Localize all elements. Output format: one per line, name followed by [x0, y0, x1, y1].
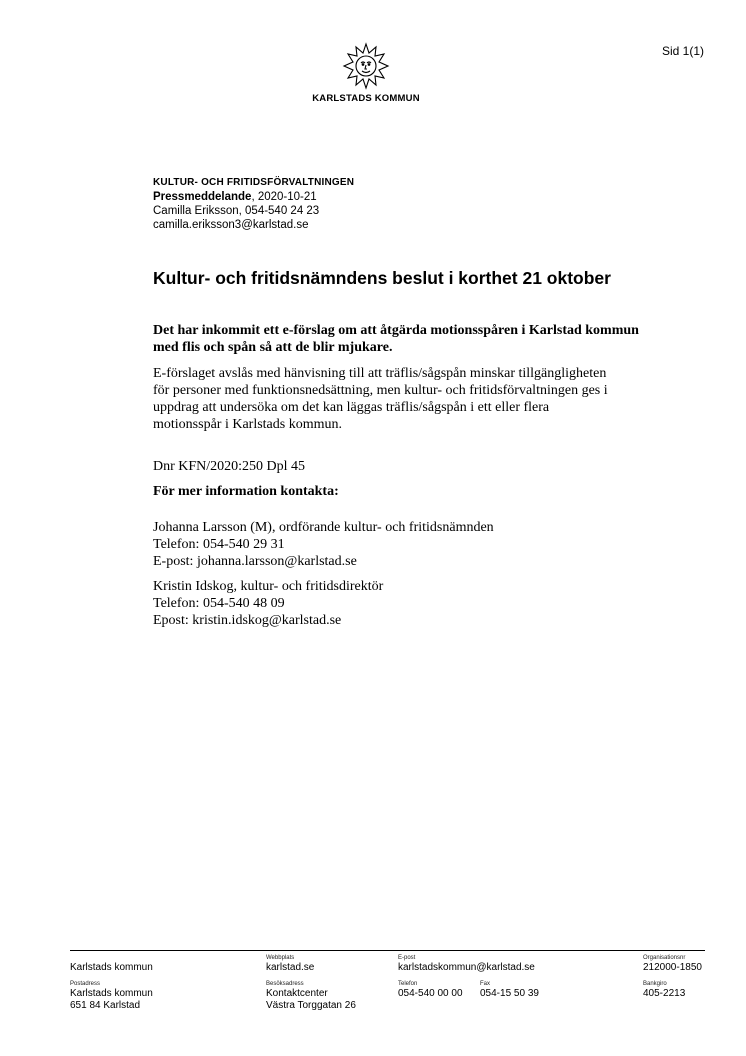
contact-phone: Telefon: 054-540 48 09	[153, 596, 285, 611]
municipality-logo	[300, 42, 432, 104]
department-name: KULTUR- OCH FRITIDSFÖRVALTNINGEN	[153, 177, 355, 188]
footer-bankgiro: Bankgiro 405-2213	[643, 981, 686, 999]
doc-date: , 2020-10-21	[251, 191, 317, 203]
contact-email: Epost: kristin.idskog@karlstad.se	[153, 613, 342, 628]
sender-contact: Camilla Eriksson, 054-540 24 23	[153, 205, 320, 217]
footer-visiting-address: Besöksadress Kontaktcenter Västra Torggatan 26	[266, 981, 356, 1011]
body-paragraph: E-förslaget avslås med hänvisning till att träflis/sågspån minskar tillgängligheten för personer med funktionsnedsättning, men kultur- och fritidsförvaltningen ges i uppdrag att undersöka om det kan läggas träflis/sågspån i ett eller flera motionsspår i Karlstads kommun.	[153, 366, 608, 432]
footer-email: E-post karlstadskommun@karlstad.se	[398, 955, 535, 973]
sender-email: camilla.eriksson3@karlstad.se	[153, 219, 309, 231]
contact-email: E-post: johanna.larsson@karlstad.se	[153, 554, 357, 569]
footer-fax: Fax 054-15 50 39	[480, 981, 539, 999]
contact-block	[153, 578, 383, 629]
contact-block	[153, 519, 494, 570]
page-title: Kultur- och fritidsnämndens beslut i korthet 21 oktober	[153, 268, 611, 288]
reference-number: Dnr KFN/2020:250 Dpl 45	[153, 459, 306, 474]
contact-name: Johanna Larsson (M), ordförande kultur- och fritidsnämnden	[153, 520, 494, 535]
contact-heading: För mer information kontakta:	[153, 484, 339, 499]
sender-block	[153, 176, 354, 232]
footer-phone: Telefon 054-540 00 00	[398, 981, 463, 999]
footer-divider	[70, 950, 705, 951]
sun-emblem-icon	[342, 42, 390, 90]
page-number: Sid 1(1)	[661, 44, 704, 58]
contact-phone: Telefon: 054-540 29 31	[153, 537, 285, 552]
lead-paragraph: Det har inkommit ett e-förslag om att åtgärda motionsspåren i Karlstad kommun med flis och spån så att de blir mjukare.	[153, 323, 639, 355]
press-release-line	[153, 190, 354, 204]
logo-org-name: KARLSTADS KOMMUN	[312, 93, 420, 104]
footer-orgnr: Organisationsnr 212000-1850	[643, 955, 702, 973]
doc-type: Pressmeddelande	[153, 191, 252, 203]
footer-postal-address: Postadress Karlstads kommun 651 84 Karlstad	[70, 981, 153, 1011]
contact-name: Kristin Idskog, kultur- och fritidsdirektör	[153, 579, 384, 594]
footer-org: Karlstads kommun	[70, 962, 153, 973]
footer-website: Webbplats karlstad.se	[266, 955, 315, 973]
